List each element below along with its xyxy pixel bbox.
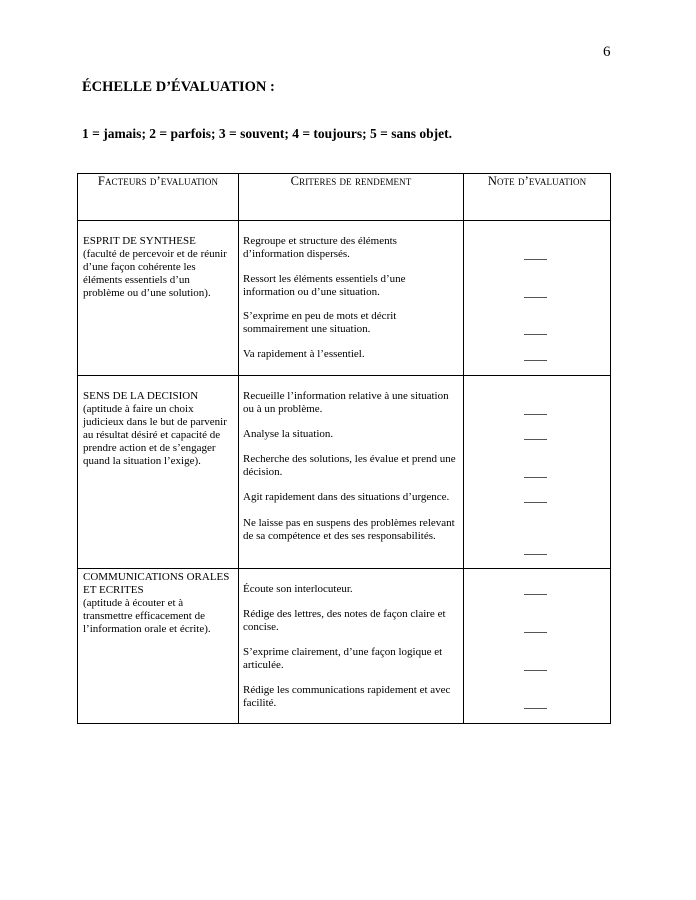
- rating-blank[interactable]: [524, 632, 547, 633]
- criterion: Ne laisse pas en suspens des problèmes relevant de sa compétence et des ses responsabilités.: [243, 517, 455, 542]
- header-criteria: Criteres de rendement: [239, 174, 464, 221]
- rating-cell: [464, 221, 611, 376]
- evaluation-table: [77, 173, 611, 724]
- header-rating: Note d’evaluation: [464, 174, 611, 221]
- criteria-cell: [239, 376, 464, 569]
- rating-blank[interactable]: [524, 439, 547, 440]
- rating-blank[interactable]: [524, 259, 547, 260]
- criterion: Écoute son interlocuteur.: [243, 583, 353, 595]
- rating-blank[interactable]: [524, 670, 547, 671]
- criterion: Regroupe et structure des éléments d’information dispersés.: [243, 235, 397, 260]
- criterion: Rédige les communications rapidement et avec facilité.: [243, 684, 451, 709]
- rating-blank[interactable]: [524, 594, 547, 595]
- rating-blank[interactable]: [524, 414, 547, 415]
- factor-description: (aptitude à écouter et à transmettre efficacement de l’information orale et écrite).: [83, 597, 211, 635]
- rating-cell: [464, 569, 611, 724]
- factor-description: (aptitude à faire un choix judicieux dans le but de parvenir au résultat désiré et capacité de prendre action et de s’engager quand la situation l’exige).: [83, 403, 227, 467]
- criterion: Recueille l’information relative à une situation ou à un problème.: [243, 390, 449, 415]
- rating-blank[interactable]: [524, 297, 547, 298]
- header-factors: Facteurs d’evaluation: [78, 174, 239, 221]
- rating-blank[interactable]: [524, 708, 547, 709]
- factor-description: (faculté de percevoir et de réunir d’une façon cohérente les éléments essentiels d’un problème ou d’une solution).: [83, 248, 227, 299]
- rating-blank[interactable]: [524, 360, 547, 361]
- factor-name: ESPRIT DE SYNTHESE: [83, 235, 196, 247]
- table-row: [78, 376, 611, 569]
- criteria-cell: [239, 221, 464, 376]
- rating-blank[interactable]: [524, 334, 547, 335]
- criterion: Recherche des solutions, les évalue et prend une décision.: [243, 453, 456, 478]
- table-header-row: [78, 174, 611, 221]
- rating-scale: 1 = jamais; 2 = parfois; 3 = souvent; 4 = toujours; 5 = sans objet.: [82, 126, 452, 141]
- factor-name: SENS DE LA DECISION: [83, 390, 199, 402]
- factor-cell: [78, 569, 239, 724]
- criterion: Rédige des lettres, des notes de façon claire et concise.: [243, 608, 446, 633]
- criterion: Ressort les éléments essentiels d’une information ou d’une situation.: [243, 273, 406, 298]
- criterion: Va rapidement à l’essentiel.: [243, 348, 365, 360]
- rating-blank[interactable]: [524, 554, 547, 555]
- factor-cell: [78, 376, 239, 569]
- criterion: S’exprime en peu de mots et décrit sommairement une situation.: [243, 310, 397, 335]
- rating-cell: [464, 376, 611, 569]
- criterion: Analyse la situation.: [243, 428, 334, 440]
- criterion: S’exprime clairement, d’une façon logique et articulée.: [243, 646, 443, 671]
- rating-blank[interactable]: [524, 477, 547, 478]
- page-number: 6: [603, 44, 611, 60]
- page-title: ÉCHELLE D’ÉVALUATION :: [82, 79, 275, 95]
- criterion: Agit rapidement dans des situations d’urgence.: [243, 491, 450, 503]
- table-row: [78, 569, 611, 724]
- rating-blank[interactable]: [524, 502, 547, 503]
- criteria-cell: [239, 569, 464, 724]
- table-row: [78, 221, 611, 376]
- factor-cell: [78, 221, 239, 376]
- factor-name: COMMUNICATIONS ORALES ET ECRITES: [83, 571, 230, 596]
